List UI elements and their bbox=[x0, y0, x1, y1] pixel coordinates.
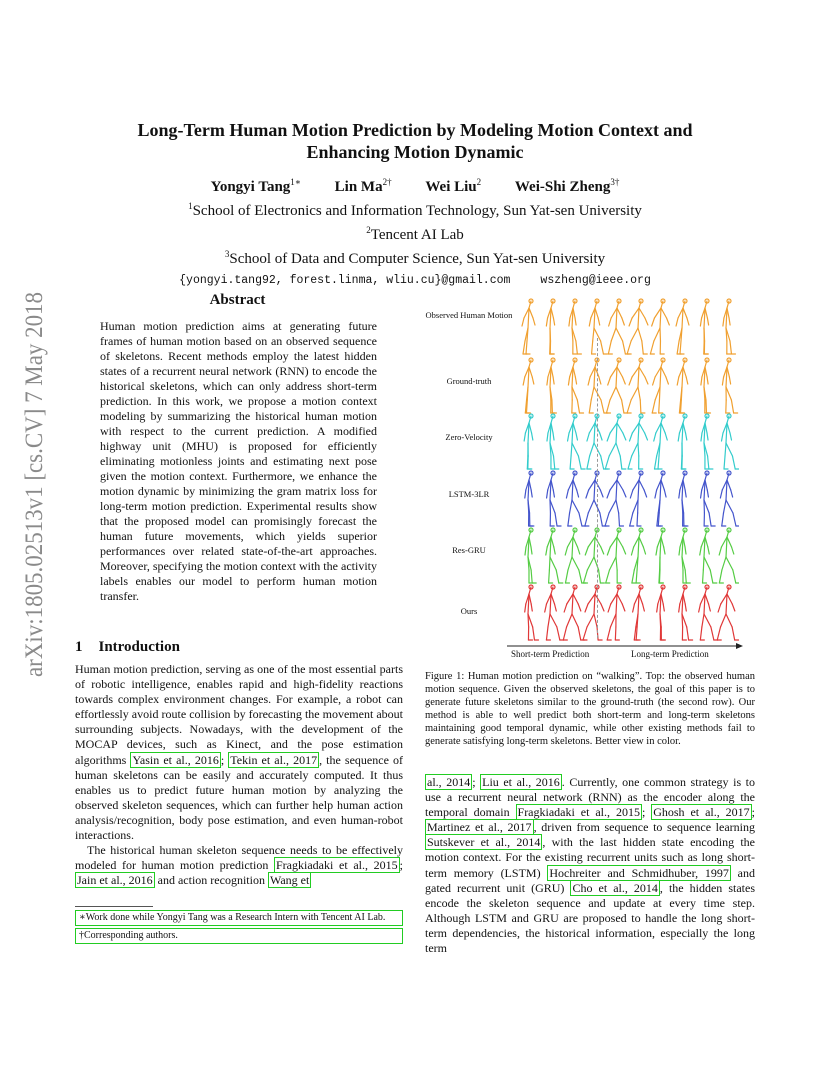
skeleton-row-observed bbox=[517, 296, 739, 358]
citation-link[interactable]: Hochreiter and Schmidhuber, 1997 bbox=[549, 865, 729, 880]
skeleton-pose bbox=[677, 358, 688, 413]
citation-link[interactable]: Fragkiadaki et al., 2015 bbox=[276, 858, 398, 873]
skeleton-pose bbox=[607, 585, 625, 640]
skeleton-pose bbox=[606, 358, 627, 413]
skeleton-pose bbox=[523, 358, 534, 413]
skeleton-pose bbox=[657, 585, 666, 640]
skeleton-pose bbox=[563, 585, 584, 640]
abstract-heading: Abstract bbox=[209, 292, 266, 308]
abstract-text: Human motion prediction aims at generating future frames of human motion based on an observed sequence of skeletons. Recent methods employ the latest hidden states of a recurrent neural network (RNN) to encode the historical skeletons, which can only address short-term prediction. In this work, we propose a motion context modeling by summarizing the historical human motion with respect to the current prediction. A modified highway unit (MHU) is proposed for efficiently eliminating motionless joints and estimating next pose given the motion context. Furthermore, we enhance the motion dynamic by minimizing the gram matrix loss for long-term motion prediction. Experimental results show that the proposed model can promisingly forecast the human future movements, which yields superior performances over related state-of-the-art approaches. Moreover, specifying the motion context with the activity labels enables our model to perform human motion transfer. bbox=[100, 319, 377, 603]
skeleton-pose bbox=[546, 528, 563, 583]
footnote-link[interactable]: ∗Work done while Yongyi Tang was a Research Intern with Tencent AI Lab. bbox=[75, 910, 403, 926]
skeleton-pose bbox=[656, 528, 665, 583]
skeleton-pose bbox=[722, 358, 737, 413]
skeleton-pose bbox=[652, 358, 668, 413]
row-label: Zero-Velocity bbox=[445, 432, 493, 442]
citation-link[interactable]: Liu et al., 2016 bbox=[482, 775, 560, 789]
title-line-1: Long-Term Human Motion Prediction by Modeling Motion Context and bbox=[137, 120, 693, 140]
skeleton-pose bbox=[628, 414, 647, 469]
row-label: Ground-truth bbox=[446, 376, 492, 386]
skeleton-pose bbox=[655, 471, 666, 526]
affiliation: $^2$Tencent AI Lab bbox=[366, 225, 464, 243]
skeleton-pose bbox=[699, 585, 718, 640]
citation-link[interactable]: Ghosh et al., 2017 bbox=[653, 805, 750, 820]
affiliation: $^1$School of Electronics and Information Technology, Sun Yat-sen University bbox=[188, 201, 642, 219]
skeleton-pose bbox=[522, 299, 535, 354]
email-single: wszheng@ieee.org bbox=[540, 274, 651, 287]
skeleton-pose bbox=[723, 299, 736, 354]
author: Wei Liu$^2$ bbox=[425, 177, 482, 195]
skeleton-pose bbox=[525, 585, 539, 640]
author: Lin $Ma^{2\dagger}$ bbox=[334, 177, 392, 195]
skeleton-pose bbox=[701, 414, 713, 469]
citation-link[interactable]: Wang et bbox=[269, 873, 310, 888]
author-emails bbox=[90, 271, 740, 290]
skeleton-row-lstm-3lr bbox=[517, 468, 739, 530]
skeleton-pose bbox=[525, 528, 536, 583]
skeleton-pose bbox=[605, 471, 626, 526]
skeleton-row-zero-velocity bbox=[517, 411, 739, 473]
paragraph: al., 2014 ; Liu et al., 2016 . Currently, one common strategy is to use a recurrent neural network (RNN) as the encoder along the temporal domain Fragkiadaki et al., 2015 ; Ghosh et al., 2017 ; Martinez et al., 2017 , driven from sequence to sequence learning Sutskever et al., 2014 , with the last hidden state encoding the motion context. For the existing recurrent units such as long short-term memory (LSTM) Hochreiter and Schmidhuber, 1997 and gated recurrent unit (GRU) Cho et al., 2014 , the hidden states encode the skeleton sequence and update at every time step. Although LSTM and GRU are proposed to handle the long short-term dependencies, the historical information, especially the long term bbox=[425, 775, 756, 956]
skeleton-pose bbox=[608, 299, 629, 354]
skeleton-pose bbox=[701, 471, 716, 526]
row-label: Ours bbox=[460, 606, 478, 616]
skeleton-pose bbox=[605, 414, 626, 469]
citation-link[interactable]: Fragkiadaki et al., 2015 bbox=[517, 805, 640, 820]
skeleton-pose bbox=[546, 299, 555, 354]
skeleton-pose bbox=[565, 528, 586, 583]
skeleton-pose bbox=[584, 528, 605, 583]
skeleton-row-ground-truth bbox=[517, 355, 739, 417]
skeleton-pose bbox=[568, 358, 583, 413]
section-title: Introduction bbox=[98, 639, 180, 655]
author: Wei-Shi Zheng$^{3\dagger}$ bbox=[514, 177, 620, 195]
arxiv-side-stamp bbox=[12, 285, 52, 685]
skeleton-pose bbox=[719, 528, 739, 583]
author: Yongyi Tang$^{1∗}$ bbox=[210, 177, 301, 195]
skeleton-pose bbox=[679, 528, 690, 583]
skeleton-pose bbox=[701, 358, 711, 413]
skeleton-pose bbox=[583, 585, 604, 640]
citation-link[interactable]: Cho et al., 2014 bbox=[572, 880, 658, 895]
title-line-2: Enhancing Motion Dynamic bbox=[306, 142, 524, 162]
skeleton-pose bbox=[547, 414, 559, 469]
row-label: Res-GRU bbox=[452, 545, 486, 555]
figure-1 bbox=[425, 292, 745, 664]
skeleton-pose bbox=[678, 414, 687, 469]
affiliation: $^3$School of Data and Computer Science, Sun Yat-sen University bbox=[224, 249, 606, 267]
email-group: {yongyi.tang92, forest.linma, wliu.cu}@gmail.com bbox=[179, 274, 511, 287]
skeleton-pose bbox=[569, 299, 581, 354]
skeleton-pose bbox=[585, 471, 606, 526]
intro-body-left bbox=[75, 662, 403, 888]
skeleton-pose bbox=[633, 585, 645, 640]
skeleton-pose bbox=[525, 471, 534, 526]
short-long-divider bbox=[597, 338, 598, 638]
citation-link[interactable]: Jain et al., 2016 bbox=[77, 873, 153, 888]
long-term-label: Long-term Prediction bbox=[631, 649, 709, 659]
arxiv-stamp-graphic bbox=[12, 285, 52, 685]
short-term-label: Short-term Prediction bbox=[511, 649, 590, 659]
footnotes bbox=[75, 906, 403, 946]
paragraph: Human motion prediction, serving as one of the most essential parts of robotic intelligence, enables rapid and high-fidelity reactions towards complex environment changes. For example, a robot can effortlessly avoid route collision by forecasting the movement about surrounding subjects. Nowadays, with the development of the MOCAP devices, such as Kinect, and the pose estimation algorithms Yasin et al., 2016 ; Tekin et al., 2017 , the sequence of human skeletons can be easily and accurately computed. It thus enables us to predict future human motion by analyzing the observed skeleton sequences, which can further help human action analysis/recognition, body pose estimation, and even human-robot interactions. bbox=[75, 662, 404, 843]
skeleton-pose bbox=[717, 585, 738, 640]
author-list bbox=[90, 173, 740, 197]
skeleton-pose bbox=[547, 471, 561, 526]
citation-link[interactable]: Martinez et al., 2017 bbox=[427, 820, 532, 835]
skeleton-row-res-gru bbox=[517, 525, 739, 587]
arxiv-stamp-text: arXiv:1805.02513v1 [cs.CV] 7 May 2018 bbox=[21, 285, 48, 677]
section-heading bbox=[75, 639, 180, 656]
skeleton-pose bbox=[700, 299, 709, 354]
author-block bbox=[90, 173, 740, 290]
skeleton-pose bbox=[722, 414, 739, 469]
skeleton-pose bbox=[700, 528, 717, 583]
skeleton-pose bbox=[627, 358, 648, 413]
skeleton-pose bbox=[654, 414, 667, 469]
skeleton-pose bbox=[547, 358, 557, 413]
citation-link[interactable]: Yasin et al., 2016 bbox=[132, 752, 219, 767]
skeleton-pose bbox=[679, 471, 688, 526]
skeleton-pose bbox=[627, 299, 648, 354]
skeleton-pose bbox=[545, 585, 564, 640]
skeleton-pose bbox=[650, 299, 669, 354]
skeleton-pose bbox=[524, 414, 533, 469]
skeleton-pose bbox=[631, 528, 645, 583]
skeleton-pose bbox=[679, 585, 693, 640]
skeleton-pose bbox=[568, 414, 586, 469]
skeleton-pose bbox=[630, 471, 647, 526]
footnote-rule bbox=[75, 906, 153, 907]
citation-link[interactable]: al., 2014 bbox=[427, 775, 471, 789]
footnote-link[interactable]: †Corresponding authors. bbox=[75, 928, 403, 944]
skeleton-pose bbox=[566, 471, 586, 526]
skeleton-pose bbox=[720, 471, 739, 526]
row-label: Observed Human Motion bbox=[425, 310, 513, 320]
intro-body-right bbox=[425, 775, 755, 956]
figure-caption: Figure 1: Human motion prediction on “walking”. Top: the observed human motion sequence. Given the observed skeletons, the goal of this paper is to generate future skeletons similar to the ground-truth (the second row). Our method is able to well predict both short-term and long-term skeletons maintaining good temporal dynamic, while other existing methods fail to generate satisfying long-term skeletons. Better view in color. bbox=[425, 671, 755, 747]
skeleton-pose bbox=[589, 299, 607, 354]
section-number: 1 bbox=[75, 639, 83, 655]
citation-link[interactable]: Tekin et al., 2017 bbox=[230, 752, 318, 767]
row-label: LSTM-3LR bbox=[448, 489, 490, 499]
citation-link[interactable]: Sutskever et al., 2014 bbox=[427, 835, 541, 850]
skeleton-row-ours bbox=[517, 582, 739, 644]
paper-title bbox=[90, 119, 740, 163]
paragraph: The historical human skeleton sequence needs to be effectively modeled for human motion prediction Fragkiadaki et al., 2015 ; Jain et al., 2016 and action recognition Wang et bbox=[75, 843, 404, 888]
skeleton-pose bbox=[676, 299, 689, 354]
skeleton-pose bbox=[588, 358, 608, 413]
skeleton-pose bbox=[606, 528, 626, 583]
